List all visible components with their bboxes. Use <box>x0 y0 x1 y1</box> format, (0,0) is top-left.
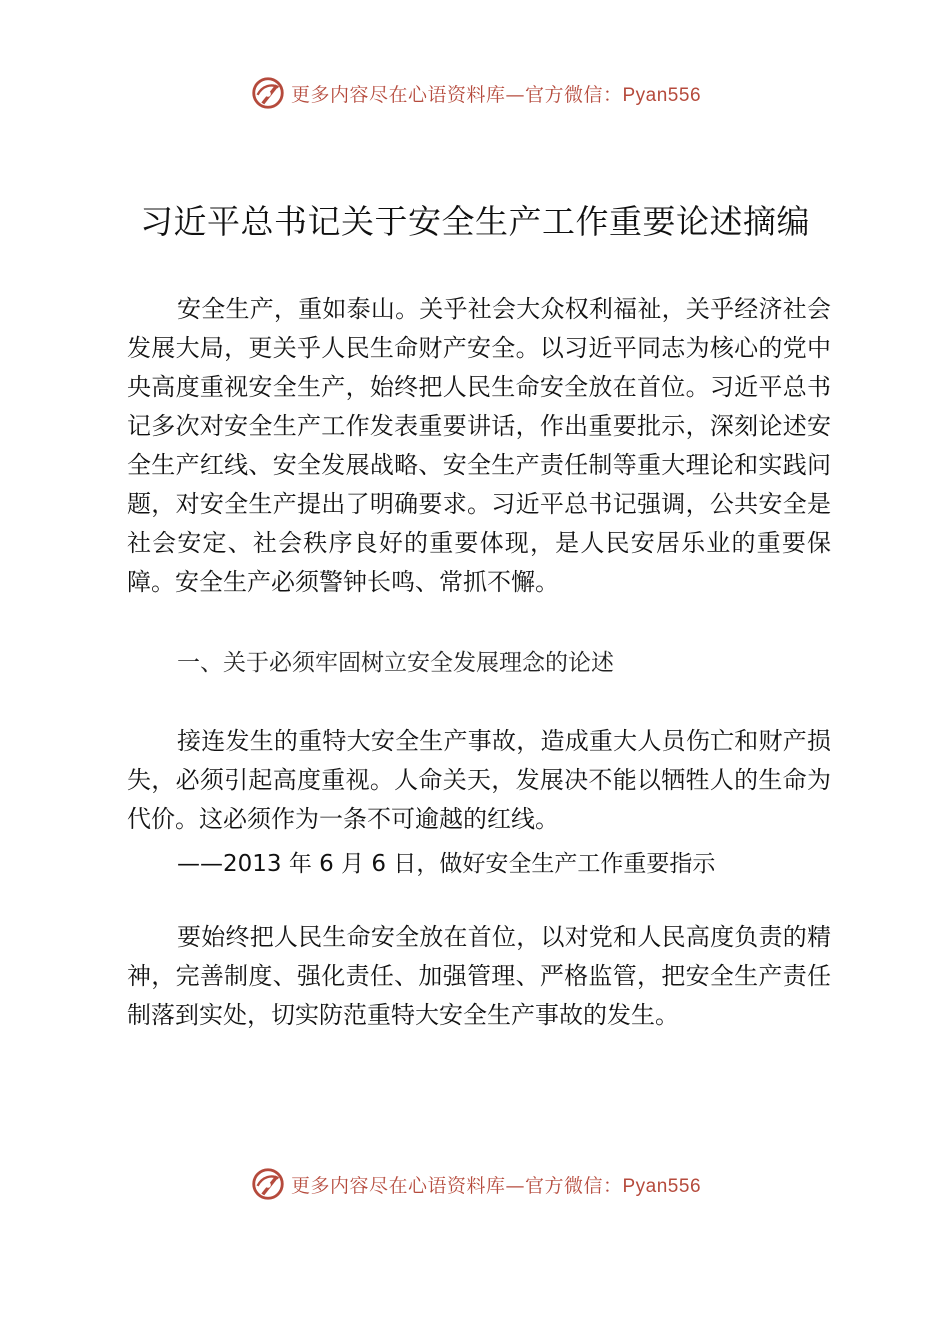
red-circle-pen-logo-icon <box>249 1165 287 1203</box>
footer-banner <box>0 1164 950 1204</box>
quote-paragraph-1: 接连发生的重特大安全生产事故，造成重大人员伤亡和财产损失，必须引起高度重视。人命关天，发展决不能以牺牲人的生命为代价。这必须作为一条不可逾越的红线。 <box>127 727 831 833</box>
quote-paragraph-2: 要始终把人民生命安全放在首位，以对党和人民高度负责的精神，完善制度、强化责任、加强管理、严格监管，把安全生产责任制落到实处，切实防范重特大安全生产事故的发生。 <box>127 923 831 1029</box>
wechat-id: Pyan556 <box>622 1175 702 1197</box>
banner-text: 更多内容尽在心语资料库—官方微信：Pyan556 <box>290 83 702 106</box>
section-heading: 一、关于必须牢固树立安全发展理念的论述 <box>177 650 614 676</box>
wechat-id: Pyan556 <box>622 84 702 106</box>
header-banner <box>0 73 950 113</box>
banner-text: 更多内容尽在心语资料库—官方微信：Pyan556 <box>290 1174 702 1197</box>
page-title: 习近平总书记关于安全生产工作重要论述摘编 <box>140 202 810 241</box>
red-circle-pen-logo-icon <box>249 74 287 112</box>
quote-source-1: ——2013 年 6 月 6 日，做好安全生产工作重要指示 <box>177 851 716 877</box>
intro-paragraph: 安全生产，重如泰山。关乎社会大众权利福祉，关乎经济社会发展大局，更关乎人民生命财产安全。以习近平同志为核心的党中央高度重视安全生产，始终把人民生命安全放在首位。习近平总书记多次对安全生产工作发表重要讲话，作出重要批示，深刻论述安全生产红线、安全发展战略、安全生产责任制等重大理论和实践问题，对安全生产提出了明确要求。习近平总书记强调，公共安全是社会安定、社会秩序良好的重要体现，是人民安居乐业的重要保障。安全生产必须警钟长鸣、常抓不懈。 <box>127 295 831 596</box>
